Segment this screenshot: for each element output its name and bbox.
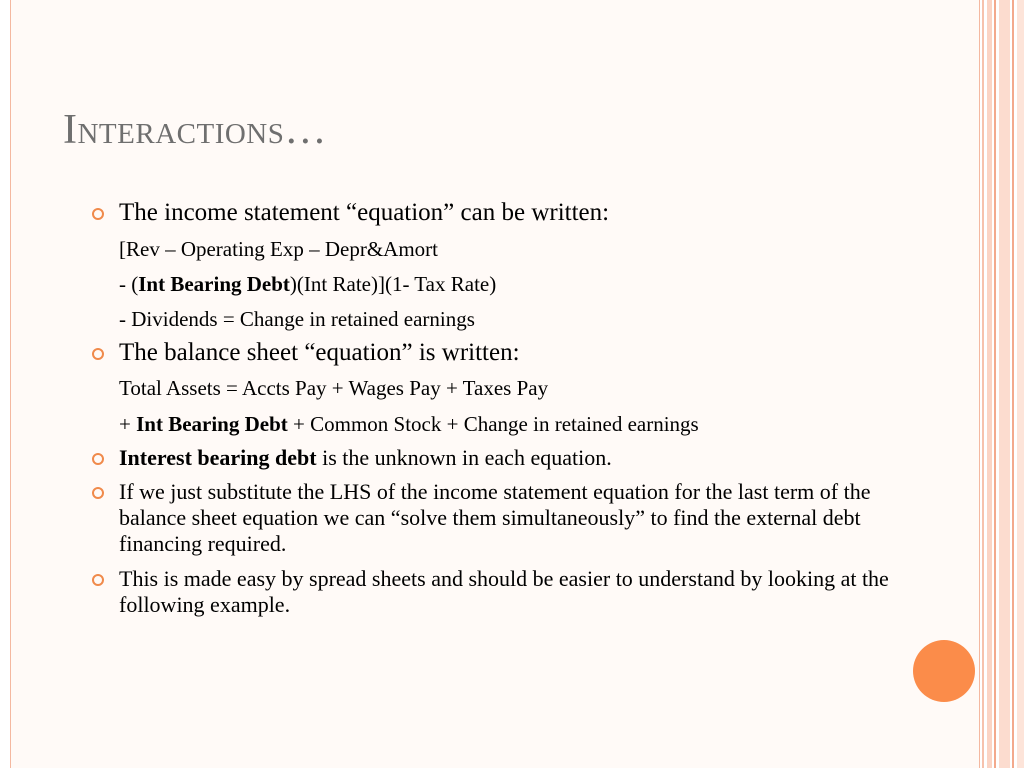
equation-text: )(Int Rate)](1- Tax Rate) xyxy=(289,272,497,296)
bullet-spreadsheets xyxy=(88,566,918,618)
equation-bold-text: Int Bearing Debt xyxy=(136,412,288,436)
circle-bullet-icon xyxy=(92,574,104,586)
equation-text: Total Assets = Accts Pay + Wages Pay + Taxes Pay xyxy=(119,376,549,400)
bullet-text: is the unknown in each equation. xyxy=(316,445,612,470)
bullet-text: If we just substitute the LHS of the income statement equation for the last term of the balance sheet equation we can “solve them simultaneously” to find the external debt financing required. xyxy=(119,479,871,556)
circle-bullet-icon xyxy=(92,348,104,360)
bullet-bold-text: Interest bearing debt xyxy=(119,445,317,470)
bullet-text: The income statement “equation” can be written: xyxy=(119,199,610,226)
equation-line xyxy=(88,271,918,297)
bullet-text: The balance sheet “equation” is written: xyxy=(119,339,520,366)
equation-text: + Common Stock + Change in retained earnings xyxy=(287,412,699,436)
circle-bullet-icon xyxy=(92,453,104,465)
bullet-substitute xyxy=(88,479,918,557)
bullet-income-statement xyxy=(88,198,918,228)
equation-text: - Dividends = Change in retained earnings xyxy=(119,307,475,331)
equation-text: [Rev – Operating Exp – Depr&Amort xyxy=(119,237,439,261)
bullet-interest-bearing-debt xyxy=(88,445,918,471)
circle-bullet-icon xyxy=(92,487,104,499)
equation-bold-text: Int Bearing Debt xyxy=(138,272,290,296)
equation-text: - ( xyxy=(119,272,139,296)
bullet-balance-sheet xyxy=(88,338,918,368)
equation-line xyxy=(88,375,918,401)
equation-line xyxy=(88,306,918,332)
bullet-text: This is made easy by spread sheets and should be easier to understand by looking at the following example. xyxy=(119,566,889,617)
equation-text: + xyxy=(119,412,137,436)
right-border-stripe xyxy=(994,0,996,768)
right-border-stripe xyxy=(999,0,1010,768)
circle-bullet-icon xyxy=(92,208,104,220)
right-border-stripe xyxy=(987,0,992,768)
right-border-stripe xyxy=(1012,0,1014,768)
right-border-stripe xyxy=(982,0,984,768)
equation-line xyxy=(88,236,918,262)
slide-body xyxy=(88,198,918,618)
orange-circle-icon xyxy=(913,640,975,702)
slide-title: Interactions… xyxy=(63,107,327,153)
right-border-stripe xyxy=(1017,0,1024,768)
equation-line xyxy=(88,411,918,437)
